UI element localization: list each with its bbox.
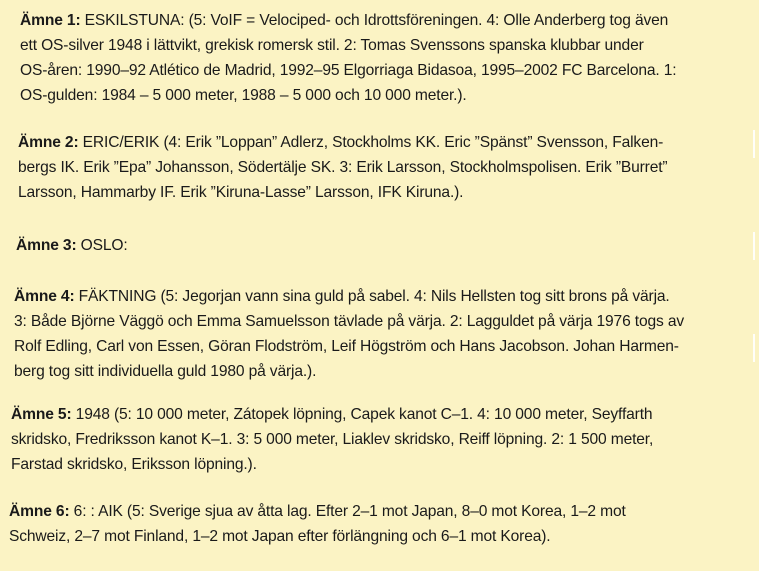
entry-line: berg tog sitt individuella guld 1980 på värja.). [14, 363, 317, 380]
entry-text: 1948 (5: 10 000 meter, Zátopek löpning, Capek kanot C–1. 4: 10 000 meter, Seyffarth [75, 406, 653, 423]
entry-label: Ämne 6 [9, 503, 65, 520]
entry-line: Larsson, Hammarby IF. Erik ”Kiruna-Lasse” Larsson, IFK Kiruna.). [18, 184, 464, 201]
entry-line: Schweiz, 2–7 mot Finland, 1–2 mot Japan efter förlängning och 6–1 mot Korea). [9, 528, 551, 545]
entry-line: Ämne 6: 6: : AIK (5: Sverige sjua av åtta lag. Efter 2–1 mot Japan, 8–0 mot Korea, 1–2 mot [9, 503, 626, 520]
entry-label: Ämne 1 [20, 12, 76, 29]
entry-line: Ämne 2: ERIC/ERIK (4: Erik ”Loppan” Adlerz, Stockholms KK. Eric ”Spänst” Svensson, Falken- [18, 134, 664, 151]
entry-text: ESKILSTUNA: (5: VoIF = Velociped- och Idrottsföreningen. 4: Olle Anderberg tog även [84, 12, 669, 29]
entry-amne-1 [20, 8, 676, 108]
entry-line: ett OS-silver 1948 i lättvikt, grekisk romersk stil. 2: Tomas Svenssons spanska klubbar under [20, 37, 644, 54]
entry-line: skridsko, Fredriksson kanot K–1. 3: 5 000 meter, Liaklev skridsko, Reiff löpning. 2: 1 500 meter, [11, 431, 654, 448]
entry-line: Ämne 1: ESKILSTUNA: (5: VoIF = Velociped- och Idrottsföreningen. 4: Olle Anderberg tog även [20, 12, 669, 29]
entry-line: Ämne 3: OSLO: [16, 237, 128, 254]
entry-line: 3: Både Björne Väggö och Emma Samuelsson tävlade på värja. 2: Lagguldet på värja 1976 togs av [14, 313, 685, 330]
entry-line: Farstad skridsko, Eriksson löpning.). [11, 456, 257, 473]
entry-line: Ämne 4: FÄKTNING (5: Jegorjan vann sina guld på sabel. 4: Nils Hellsten tog sitt brons på värja. [14, 288, 670, 305]
entry-line: OS-åren: 1990–92 Atlético de Madrid, 1992–95 Elgorriaga Bidasoa, 1995–2002 FC Barcelona. 1: [20, 62, 677, 79]
entry-line: OS-gulden: 1984 – 5 000 meter, 1988 – 5 000 och 10 000 meter.). [20, 87, 467, 104]
entry-label: Ämne 4 [14, 288, 70, 305]
entry-label: Ämne 5 [11, 406, 67, 423]
entry-line: Ämne 5: 1948 (5: 10 000 meter, Zátopek löpning, Capek kanot C–1. 4: 10 000 meter, Seyffarth [11, 406, 653, 423]
entry-amne-6 [9, 499, 626, 549]
entry-label: Ämne 3 [16, 237, 72, 254]
entry-line: Rolf Edling, Carl von Essen, Göran Flodström, Leif Högström och Hans Jacobson. Johan Harmen- [14, 338, 679, 355]
entry-amne-4 [14, 284, 684, 384]
entry-text: FÄKTNING (5: Jegorjan vann sina guld på sabel. 4: Nils Hellsten tog sitt brons på värja. [78, 288, 670, 305]
entry-line: bergs IK. Erik ”Epa” Johansson, Södertälje SK. 3: Erik Larsson, Stockholmspolisen. Erik ”Burret” [18, 159, 668, 176]
entry-text: ERIC/ERIK (4: Erik ”Loppan” Adlerz, Stockholms KK. Eric ”Spänst” Svensson, Falken- [82, 134, 664, 151]
entry-amne-5 [11, 402, 653, 477]
entry-text: OSLO: [80, 237, 128, 254]
page-edge-mark [753, 232, 755, 260]
page-edge-mark [753, 334, 755, 362]
entry-label: Ämne 2 [18, 134, 74, 151]
entry-amne-3 [16, 233, 128, 258]
entry-amne-2 [18, 130, 667, 205]
page-edge-mark [753, 130, 755, 158]
entry-text: 6: : AIK (5: Sverige sjua av åtta lag. Efter 2–1 mot Japan, 8–0 mot Korea, 1–2 mot [73, 503, 626, 520]
